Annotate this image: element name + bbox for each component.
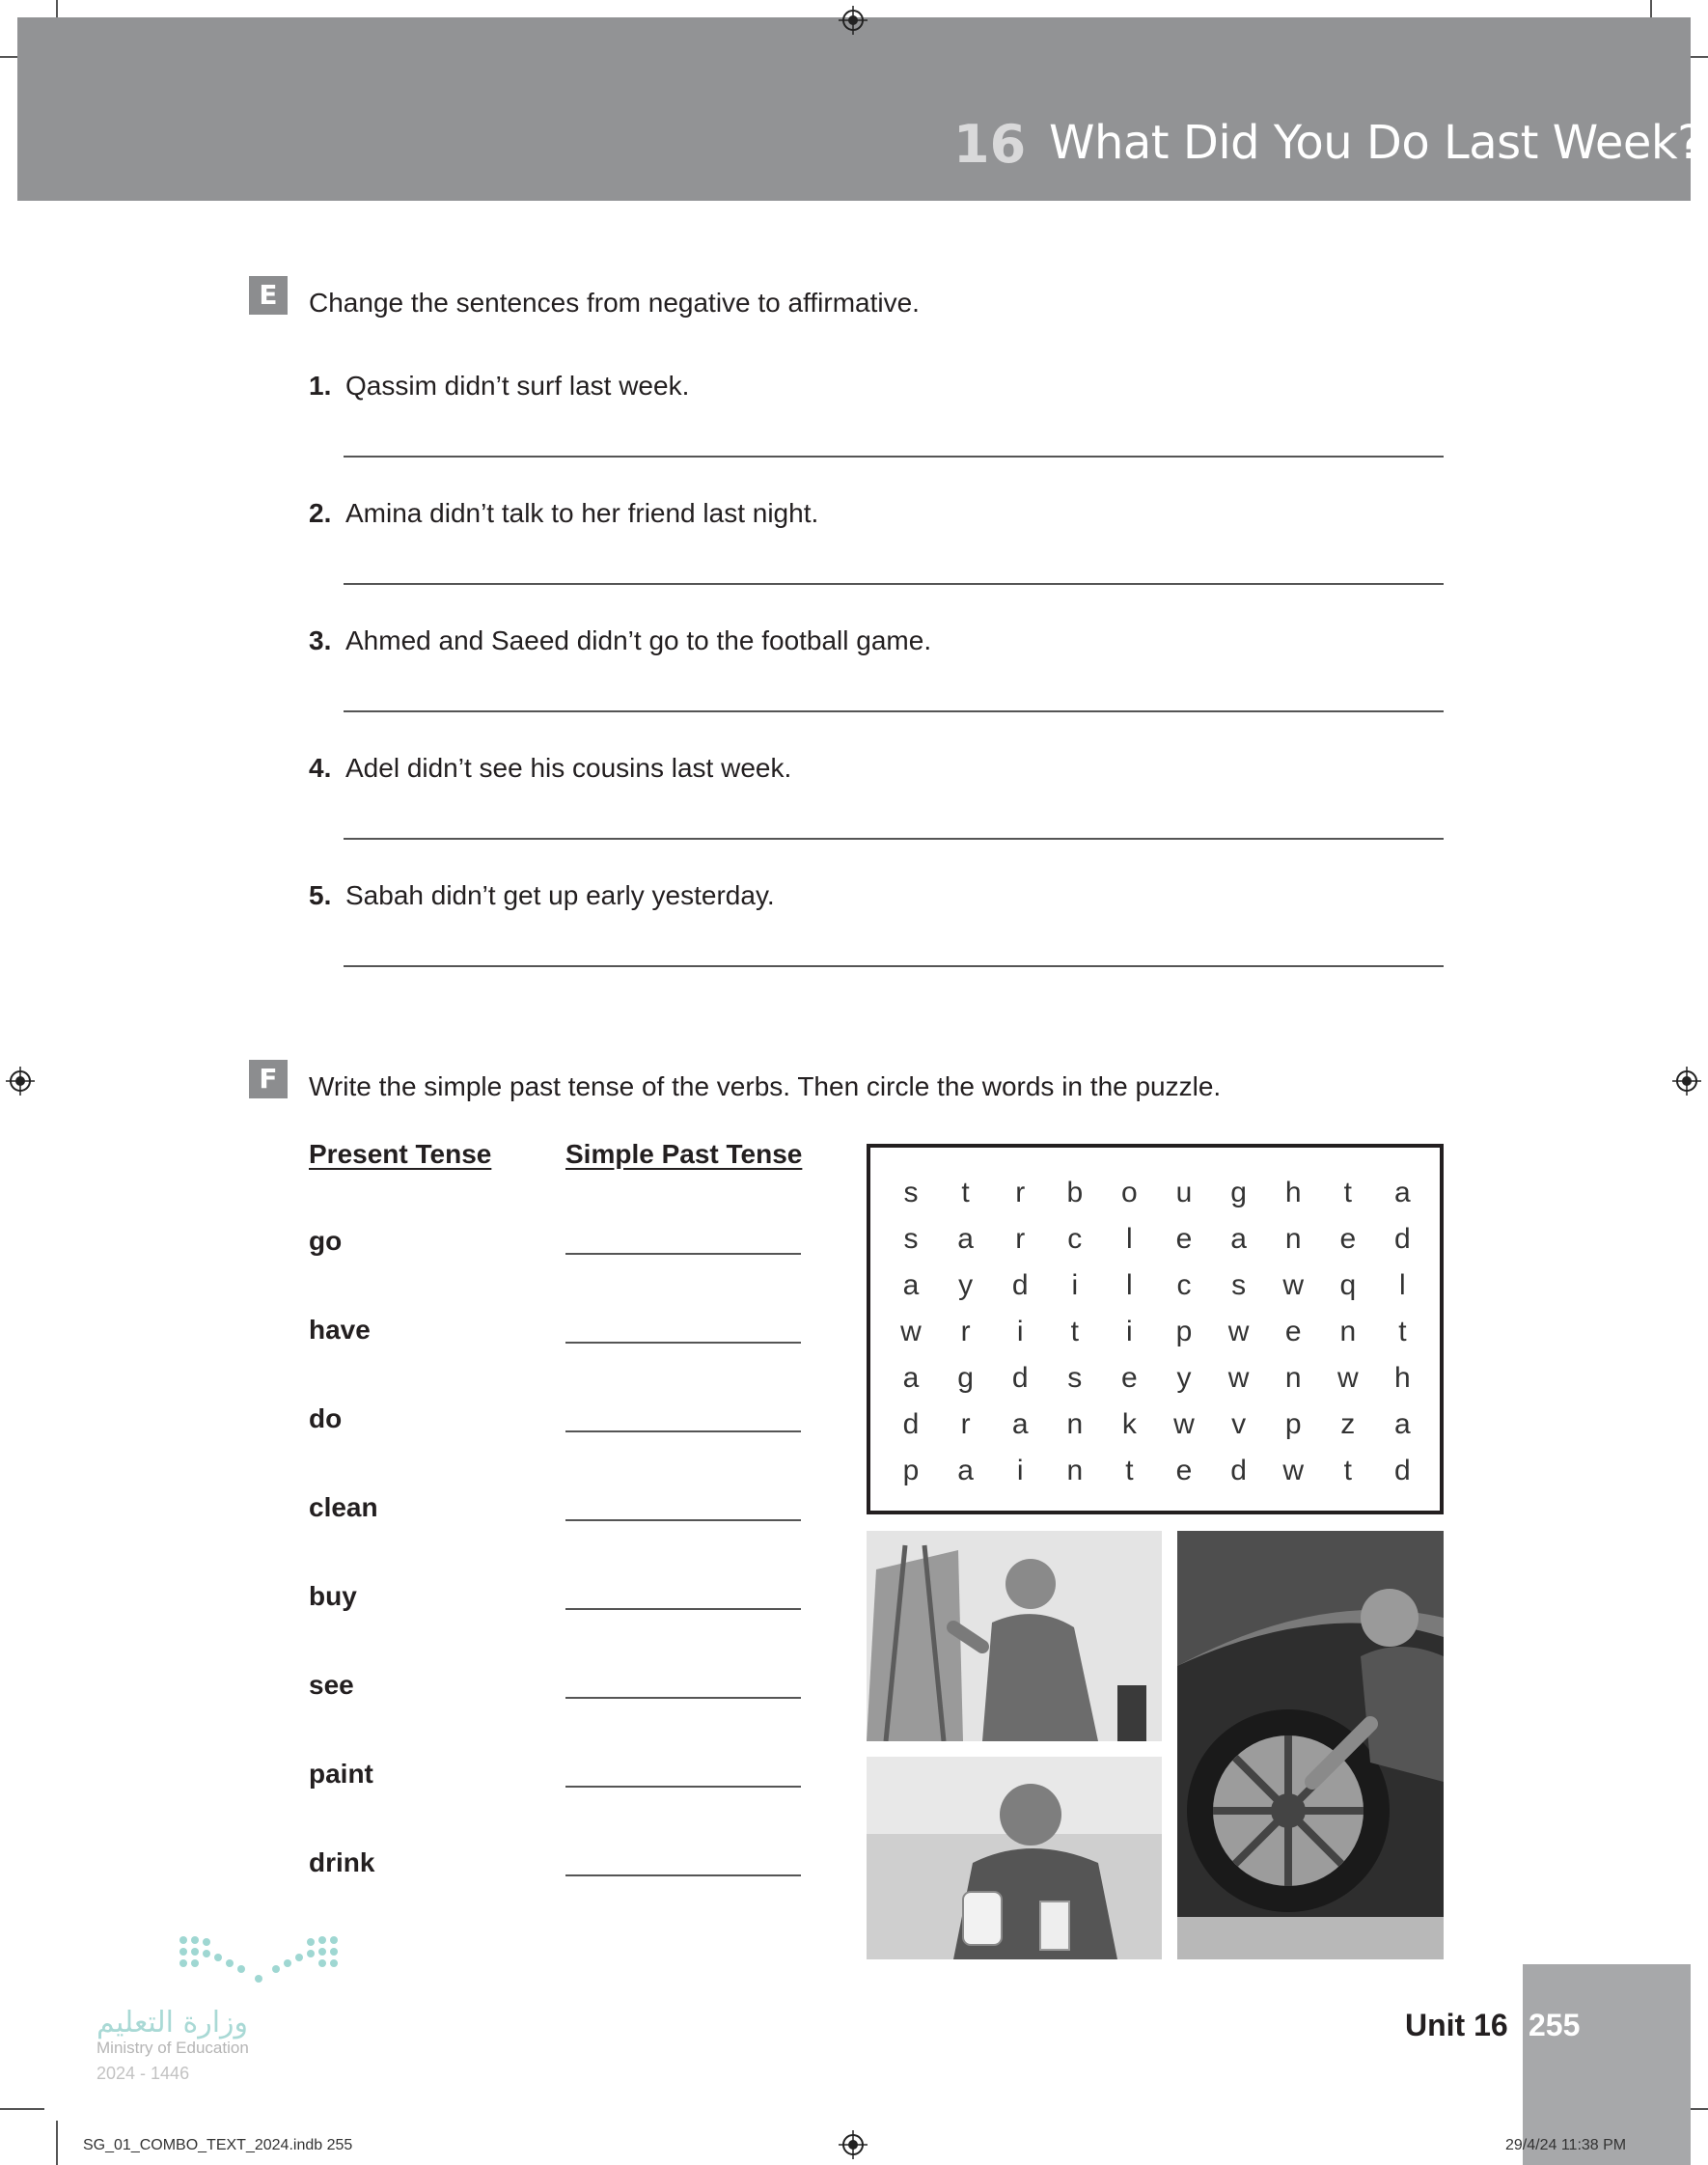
puzzle-letter[interactable]: n [1066, 1408, 1084, 1440]
puzzle-letter[interactable]: b [1066, 1177, 1084, 1208]
puzzle-letter[interactable]: e [1121, 1362, 1138, 1394]
item-sentence: Amina didn’t talk to her friend last night. [345, 498, 819, 528]
registration-mark-icon [1672, 1067, 1701, 1096]
verb-answer-line[interactable] [565, 1874, 801, 1876]
puzzle-letter[interactable]: w [1173, 1408, 1195, 1440]
puzzle-letter[interactable]: w [1282, 1269, 1305, 1301]
registration-mark-icon [839, 6, 868, 35]
puzzle-letter[interactable]: a [957, 1455, 974, 1486]
item-sentence: Adel didn’t see his cousins last week. [345, 753, 792, 783]
puzzle-letter[interactable]: w [1282, 1455, 1305, 1486]
section-f-instruction: Write the simple past tense of the verbs. Then circle the words in the puzzle. [309, 1071, 1222, 1101]
puzzle-letter[interactable]: e [1175, 1223, 1193, 1255]
puzzle-letter[interactable]: d [1011, 1269, 1029, 1301]
puzzle-letter[interactable]: k [1121, 1408, 1137, 1440]
puzzle-letter[interactable]: e [1175, 1455, 1193, 1486]
puzzle-letter[interactable]: c [1176, 1269, 1192, 1301]
puzzle-letter[interactable]: t [1343, 1177, 1352, 1208]
puzzle-letter[interactable]: u [1175, 1177, 1193, 1208]
crop-mark [0, 2108, 44, 2110]
verb-present: paint [309, 1759, 373, 1789]
puzzle-letter[interactable]: d [1394, 1223, 1411, 1255]
verb-present: clean [309, 1492, 378, 1522]
puzzle-letter[interactable]: y [1176, 1362, 1192, 1394]
answer-line[interactable] [344, 710, 1444, 712]
puzzle-letter[interactable]: r [1015, 1177, 1026, 1208]
puzzle-letter[interactable]: a [902, 1362, 920, 1394]
puzzle-letter[interactable]: t [1398, 1316, 1407, 1347]
ministry-name-english: Ministry of Education [96, 2039, 249, 2057]
puzzle-letter[interactable]: d [1394, 1455, 1411, 1486]
puzzle-letter[interactable]: a [1394, 1177, 1411, 1208]
item-number: 2. [309, 498, 332, 528]
unit-title: What Did You Do Last Week? [1049, 116, 1702, 170]
page-number: 255 [1529, 2008, 1581, 2042]
man-painting-photo [867, 1531, 1162, 1741]
puzzle-letter[interactable]: w [1336, 1362, 1359, 1394]
section-e-instruction: Change the sentences from negative to affirmative. [309, 288, 920, 318]
puzzle-letter[interactable]: l [1126, 1223, 1133, 1255]
puzzle-letter[interactable]: l [1399, 1269, 1406, 1301]
verb-answer-line[interactable] [565, 1786, 801, 1788]
puzzle-letter[interactable]: d [1230, 1455, 1247, 1486]
verb-present: go [309, 1226, 343, 1256]
puzzle-letter[interactable]: i [1016, 1455, 1024, 1486]
puzzle-letter[interactable]: a [902, 1269, 920, 1301]
answer-line[interactable] [344, 965, 1444, 967]
puzzle-letter[interactable]: e [1339, 1223, 1357, 1255]
puzzle-letter[interactable]: n [1284, 1362, 1302, 1394]
man-pouring-drink-photo [867, 1757, 1162, 1959]
puzzle-letter[interactable]: l [1126, 1269, 1133, 1301]
item-sentence: Qassim didn’t surf last week. [345, 371, 690, 401]
puzzle-letter[interactable]: r [1015, 1223, 1026, 1255]
puzzle-letter[interactable]: h [1394, 1362, 1411, 1394]
puzzle-letter[interactable]: w [1227, 1362, 1250, 1394]
puzzle-letter[interactable]: p [1284, 1408, 1302, 1440]
verb-present: have [309, 1315, 371, 1345]
verb-answer-line[interactable] [565, 1430, 801, 1432]
past-tense-header: Simple Past Tense [565, 1139, 803, 1169]
puzzle-letter[interactable]: d [1011, 1362, 1029, 1394]
puzzle-letter[interactable]: z [1340, 1408, 1356, 1440]
verb-present: do [309, 1403, 343, 1433]
puzzle-letter[interactable]: p [1175, 1316, 1193, 1347]
item-sentence: Ahmed and Saeed didn’t go to the football game. [345, 625, 932, 655]
crop-mark [56, 2121, 58, 2165]
page-number-tab [1523, 1964, 1691, 2165]
puzzle-letter[interactable]: r [960, 1316, 971, 1347]
registration-mark-icon [6, 1067, 35, 1096]
verb-answer-line[interactable] [565, 1519, 801, 1521]
ministry-year: 2024 - 1446 [96, 2064, 190, 2083]
puzzle-letter[interactable]: p [902, 1455, 920, 1486]
puzzle-letter[interactable]: n [1066, 1455, 1084, 1486]
puzzle-letter[interactable]: c [1067, 1223, 1083, 1255]
section-badge-e: E [249, 276, 288, 315]
puzzle-letter[interactable]: a [957, 1223, 974, 1255]
registration-mark-icon [839, 2130, 868, 2159]
puzzle-letter[interactable]: s [903, 1223, 919, 1255]
puzzle-letter[interactable]: t [1070, 1316, 1079, 1347]
answer-line[interactable] [344, 583, 1444, 585]
item-number: 5. [309, 880, 332, 910]
puzzle-letter[interactable]: t [1125, 1455, 1134, 1486]
puzzle-letter[interactable]: w [1227, 1316, 1250, 1347]
answer-line[interactable] [344, 456, 1444, 458]
item-number: 4. [309, 753, 332, 783]
item-number: 3. [309, 625, 332, 655]
puzzle-letter[interactable]: n [1284, 1223, 1302, 1255]
puzzle-letter[interactable]: n [1339, 1316, 1357, 1347]
puzzle-letter[interactable]: w [900, 1316, 922, 1347]
present-tense-header: Present Tense [309, 1139, 492, 1169]
verb-answer-line[interactable] [565, 1608, 801, 1610]
puzzle-letter[interactable]: o [1121, 1177, 1138, 1208]
footer-unit-label: Unit 16 [1405, 2008, 1508, 2042]
puzzle-letter[interactable]: s [1231, 1269, 1247, 1301]
verb-present: see [309, 1670, 354, 1700]
unit-header-band [17, 17, 1691, 201]
puzzle-letter[interactable]: v [1231, 1408, 1247, 1440]
puzzle-letter[interactable]: y [958, 1269, 974, 1301]
verb-answer-line[interactable] [565, 1342, 801, 1344]
puzzle-letter[interactable]: t [1343, 1455, 1352, 1486]
puzzle-letter[interactable]: r [960, 1408, 971, 1440]
ministry-name-arabic: وزارة التعليم [96, 2006, 249, 2040]
man-cleaning-car-photo [1177, 1531, 1444, 1959]
puzzle-letter[interactable]: s [1067, 1362, 1083, 1394]
item-number: 1. [309, 371, 332, 401]
print-slug-file: SG_01_COMBO_TEXT_2024.indb 255 [83, 2137, 353, 2153]
puzzle-letter[interactable]: g [1230, 1177, 1247, 1208]
puzzle-letter[interactable]: a [1394, 1408, 1411, 1440]
puzzle-letter[interactable]: q [1339, 1269, 1357, 1301]
unit-number: 16 [953, 114, 1027, 175]
puzzle-letter[interactable]: a [1011, 1408, 1029, 1440]
answer-line[interactable] [344, 838, 1444, 840]
verb-present: buy [309, 1581, 357, 1611]
puzzle-letter[interactable]: s [903, 1177, 919, 1208]
ministry-logo-icon [176, 1934, 342, 1992]
puzzle-letter[interactable]: t [961, 1177, 970, 1208]
verb-answer-line[interactable] [565, 1253, 801, 1255]
puzzle-letter[interactable]: i [1071, 1269, 1079, 1301]
puzzle-letter[interactable]: i [1126, 1316, 1133, 1347]
print-slug-date: 29/4/24 11:38 PM [1505, 2137, 1627, 2153]
section-badge-f: F [249, 1060, 288, 1098]
verb-answer-line[interactable] [565, 1697, 801, 1699]
puzzle-letter[interactable]: d [902, 1408, 920, 1440]
item-sentence: Sabah didn’t get up early yesterday. [345, 880, 775, 910]
puzzle-letter[interactable]: i [1016, 1316, 1024, 1347]
puzzle-letter[interactable]: g [957, 1362, 974, 1394]
verb-present: drink [309, 1847, 375, 1877]
puzzle-letter[interactable]: a [1230, 1223, 1247, 1255]
puzzle-letter[interactable]: h [1284, 1177, 1302, 1208]
puzzle-letter[interactable]: e [1284, 1316, 1302, 1347]
word-search-puzzle[interactable] [867, 1144, 1444, 1514]
